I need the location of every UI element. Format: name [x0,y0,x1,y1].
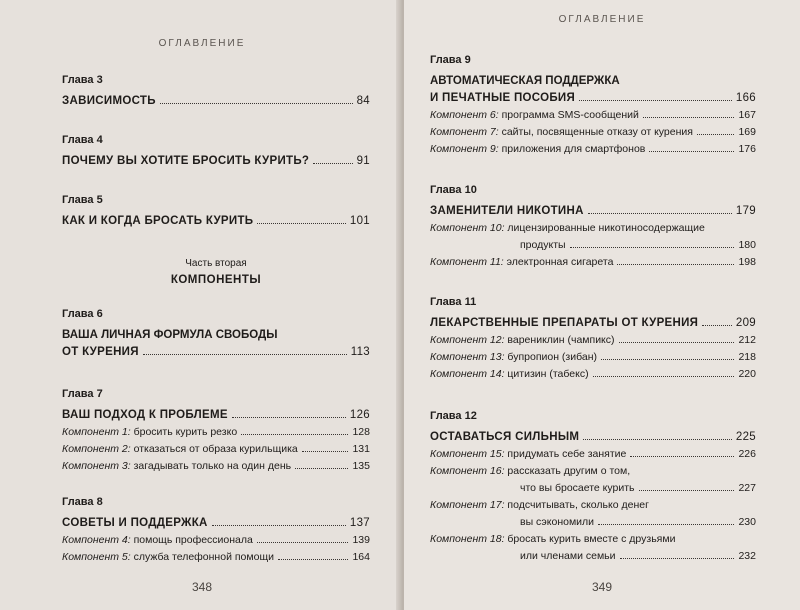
dot-leader [302,451,349,452]
component-text: бросать курить вместе с друзьями [507,533,676,545]
page-number: 139 [352,534,370,546]
dot-leader [593,376,735,377]
chapter-label: Глава 4 [62,134,103,146]
page-number: 137 [349,517,370,529]
component-entry [430,220,756,237]
component-text: бросить курить резко [133,426,238,438]
dot-leader [702,325,732,326]
toc-entry [430,203,756,220]
component-entry [430,531,756,548]
component-entry [62,441,370,458]
page-number: 220 [738,368,756,380]
dot-leader [649,151,734,152]
component-text: бупропион (зибан) [507,351,598,363]
component-text: варениклин (чампикс) [507,334,615,346]
toc-entry [62,407,370,424]
component-label: Компонент 4: [62,534,131,546]
page-number: 135 [352,460,370,472]
chapter-7 [62,388,370,475]
component-label: Компонент 16: [430,465,505,477]
chapter-title: ВАШ ПОДХОД К ПРОБЛЕМЕ [62,409,228,421]
page-number: 179 [735,205,756,217]
component-entry [430,254,756,271]
dot-leader [617,264,734,265]
page-number: 180 [738,239,756,251]
dot-leader [257,542,349,543]
page-number: 218 [738,351,756,363]
running-head: ОГЛАВЛЕНИЕ [158,38,246,49]
page-number: 128 [352,426,370,438]
dot-leader [257,223,346,224]
dot-leader [630,456,734,457]
page-number: 230 [738,516,756,528]
dot-leader [232,417,346,418]
dot-leader [598,524,734,525]
dot-leader [160,103,353,104]
page-number: 164 [352,551,370,563]
chapter-3 [62,74,370,110]
page-number: 227 [738,482,756,494]
page-number: 226 [738,448,756,460]
page-number: 126 [349,409,370,421]
dot-leader [601,359,734,360]
component-label: Компонент 5: [62,551,131,563]
chapter-label: Глава 6 [62,308,103,320]
toc-entry [62,213,370,230]
page-number: 91 [356,155,370,167]
component-entry [62,549,370,566]
page-number: 131 [352,443,370,455]
component-entry [430,446,756,463]
component-label: Компонент 15: [430,448,505,460]
chapter-10 [430,184,756,271]
component-label: Компонент 9: [430,143,499,155]
component-label: Компонент 14: [430,368,505,380]
chapter-label: Глава 7 [62,388,103,400]
dot-leader [579,100,732,101]
component-text: отказаться от образа курильщика [133,443,298,455]
component-text: приложения для смартфонов [501,143,646,155]
chapter-title: ПОЧЕМУ ВЫ ХОТИТЕ БРОСИТЬ КУРИТЬ? [62,155,310,167]
component-entry [430,497,756,514]
page-number: 101 [349,215,370,227]
page-number: 209 [735,317,756,329]
part-heading [62,258,370,286]
page-number-footer: 349 [591,580,613,594]
component-label: Компонент 2: [62,443,131,455]
component-entry [62,532,370,549]
dot-leader [619,342,735,343]
component-entry-cont [430,548,756,565]
page-number: 84 [356,95,370,107]
component-label: Компонент 13: [430,351,505,363]
chapter-label: Глава 3 [62,74,103,86]
dot-leader [295,468,348,469]
toc-entry [62,515,370,532]
chapter-title: КАК И КОГДА БРОСАТЬ КУРИТЬ [62,215,254,227]
chapter-label: Глава 8 [62,496,103,508]
component-text: придумать себе занятие [507,448,627,460]
page-number: 113 [350,346,370,358]
component-text-cont: продукты [520,239,566,251]
chapter-label: Глава 10 [430,184,477,196]
chapter-title: ЗАМЕНИТЕЛИ НИКОТИНА [430,205,584,217]
chapter-label: Глава 12 [430,410,477,422]
chapter-title: СОВЕТЫ И ПОДДЕРЖКА [62,517,208,529]
chapter-6 [62,308,370,361]
component-label: Компонент 7: [430,126,499,138]
component-entry [430,366,756,383]
component-label: Компонент 17: [430,499,505,511]
toc-entry [430,429,756,446]
chapter-title-cont: ОТ КУРЕНИЯ [62,346,139,358]
right-page [404,0,800,610]
component-text: электронная сигарета [506,256,614,268]
toc-entry [430,90,756,107]
dot-leader [588,213,732,214]
component-label: Компонент 6: [430,109,499,121]
chapter-title: ОСТАВАТЬСЯ СИЛЬНЫМ [430,431,580,443]
part-label: Часть вторая [185,258,247,269]
component-text: цитизин (табекс) [507,368,589,380]
chapter-title: ЗАВИСИМОСТЬ [62,95,156,107]
dot-leader [278,559,349,560]
chapter-title: АВТОМАТИЧЕСКАЯ ПОДДЕРЖКА [430,75,620,87]
chapter-8 [62,496,370,566]
component-text: помощь профессионала [133,534,253,546]
page-number: 232 [738,550,756,562]
page-number: 212 [738,334,756,346]
component-text: сайты, посвященные отказу от курения [501,126,693,138]
component-entry [62,458,370,475]
page-number: 167 [738,109,756,121]
component-text: загадывать только на один день [133,460,292,472]
dot-leader [313,163,352,164]
chapter-label: Глава 11 [430,296,477,308]
component-text: подсчитывать, сколько денег [507,499,649,511]
page-number: 198 [738,256,756,268]
component-label: Компонент 3: [62,460,131,472]
component-entry [62,424,370,441]
component-label: Компонент 10: [430,222,505,234]
component-entry [430,124,756,141]
component-entry [430,332,756,349]
dot-leader [639,490,735,491]
component-text: рассказать другим о том, [507,465,631,477]
page-number: 176 [738,143,756,155]
dot-leader [620,558,735,559]
component-text: лицензированные никотиносодержащие [507,222,705,234]
component-entry [430,463,756,480]
dot-leader [212,525,346,526]
component-entry [430,349,756,366]
toc-entry [62,153,370,170]
toc-entry [62,93,370,110]
dot-leader [241,434,348,435]
toc-entry [430,315,756,332]
dot-leader [570,247,735,248]
chapter-title-cont: И ПЕЧАТНЫЕ ПОСОБИЯ [430,92,576,104]
component-text: программа SMS-сообщений [501,109,639,121]
component-entry-cont [430,237,756,254]
component-entry-cont [430,480,756,497]
component-entry [430,141,756,158]
dot-leader [643,117,735,118]
chapter-title: ЛЕКАРСТВЕННЫЕ ПРЕПАРАТЫ ОТ КУРЕНИЯ [430,317,699,329]
chapter-5 [62,194,370,230]
chapter-label: Глава 9 [430,54,471,66]
part-title: КОМПОНЕНТЫ [170,274,262,286]
running-head: ОГЛАВЛЕНИЕ [558,14,646,25]
component-entry-cont [430,514,756,531]
chapter-label: Глава 5 [62,194,103,206]
component-label: Компонент 1: [62,426,131,438]
component-text-cont: вы сэкономили [520,516,595,528]
component-label: Компонент 11: [430,256,504,268]
chapter-11 [430,296,756,383]
component-text-cont: что вы бросаете курить [520,482,635,494]
page-number-footer: 348 [191,580,213,594]
dot-leader [697,134,735,135]
component-text-cont: или членами семьи [520,550,616,562]
chapter-9 [430,54,756,158]
component-text: служба телефонной помощи [133,551,274,563]
page-number: 225 [735,431,756,443]
chapter-title: ВАША ЛИЧНАЯ ФОРМУЛА СВОБОДЫ [62,329,278,341]
component-entry [430,107,756,124]
component-label: Компонент 18: [430,533,505,545]
dot-leader [143,354,347,355]
page-number: 166 [735,92,756,104]
component-label: Компонент 12: [430,334,505,346]
chapter-12 [430,410,756,565]
chapter-4 [62,134,370,170]
dot-leader [583,439,732,440]
toc-entry [62,344,370,361]
page-number: 169 [738,126,756,138]
